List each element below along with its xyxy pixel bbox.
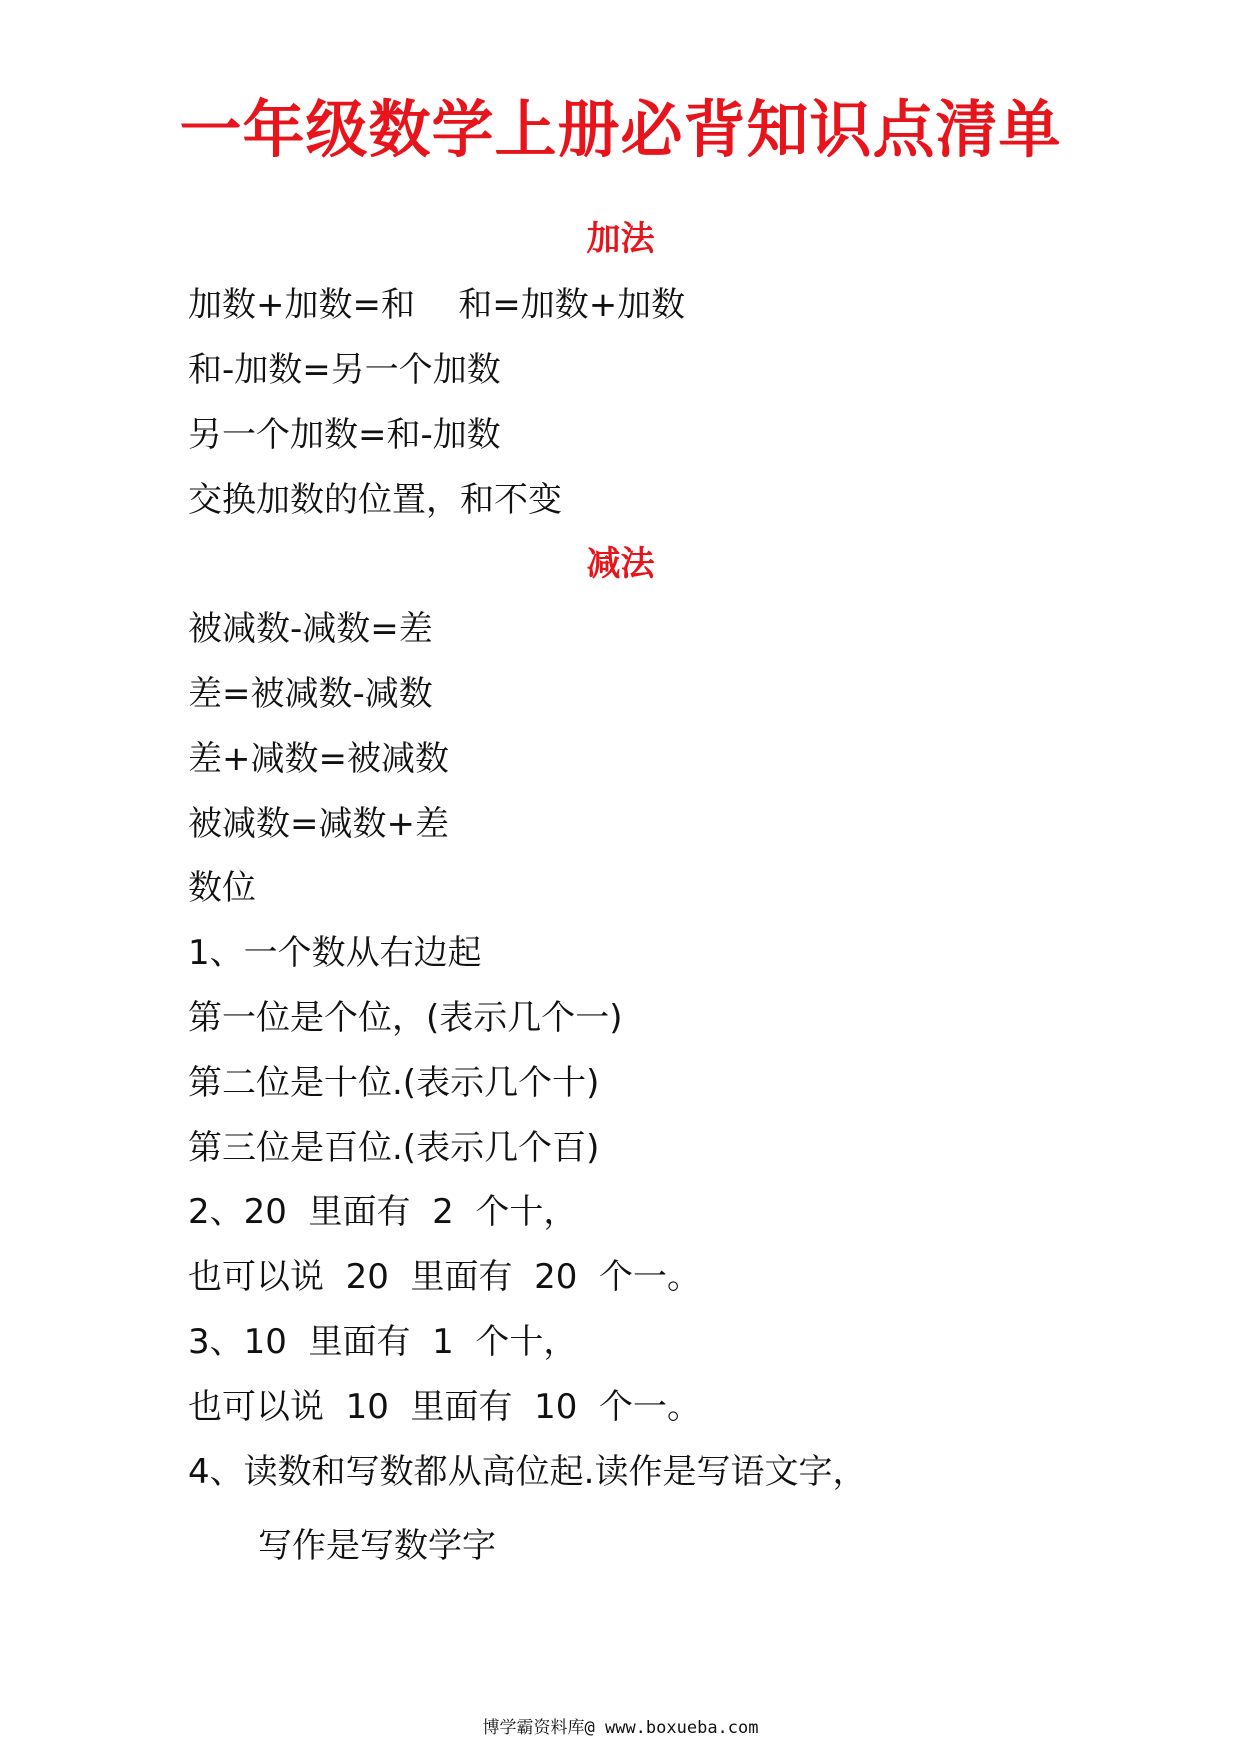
place-value-line-8: 也可以说 10 里面有 10 个一。: [188, 1387, 701, 1427]
subtraction-rule-3: 差+减数=被减数: [188, 739, 449, 779]
footer-watermark: 博学霸资料库@ www.boxueba.com: [482, 1718, 759, 1738]
section-heading-addition: 加法: [586, 219, 655, 259]
subtraction-rule-4: 被减数=减数+差: [188, 804, 449, 844]
subtraction-rule-2: 差=被减数-减数: [188, 674, 433, 714]
addition-rule-2: 和-加数=另一个加数: [188, 350, 501, 390]
place-value-line-6: 也可以说 20 里面有 20 个一。: [188, 1257, 701, 1297]
place-value-line-3: 第二位是十位.(表示几个十): [188, 1063, 600, 1103]
section-heading-subtraction: 减法: [586, 544, 655, 584]
place-value-line-2: 第一位是个位，(表示几个一): [188, 998, 623, 1038]
subtraction-rule-1: 被减数-减数=差: [188, 609, 433, 649]
place-value-heading: 数位: [188, 868, 256, 908]
place-value-line-10: 写作是写数学字: [258, 1526, 496, 1566]
addition-rule-1: 加数+加数=和 和=加数+加数: [188, 285, 686, 325]
place-value-line-5: 2、20 里面有 2 个十，: [188, 1192, 578, 1232]
place-value-line-4: 第三位是百位.(表示几个百): [188, 1128, 600, 1168]
place-value-line-9: 4、读数和写数都从高位起.读作是写语文字，: [188, 1452, 867, 1492]
page-title: 一年级数学上册必背知识点清单: [179, 93, 1062, 166]
addition-rule-4: 交换加数的位置，和不变: [188, 480, 562, 520]
place-value-line-1: 1、一个数从右边起: [188, 933, 482, 973]
place-value-line-7: 3、10 里面有 1 个十，: [188, 1322, 578, 1362]
addition-rule-3: 另一个加数=和-加数: [188, 415, 501, 455]
